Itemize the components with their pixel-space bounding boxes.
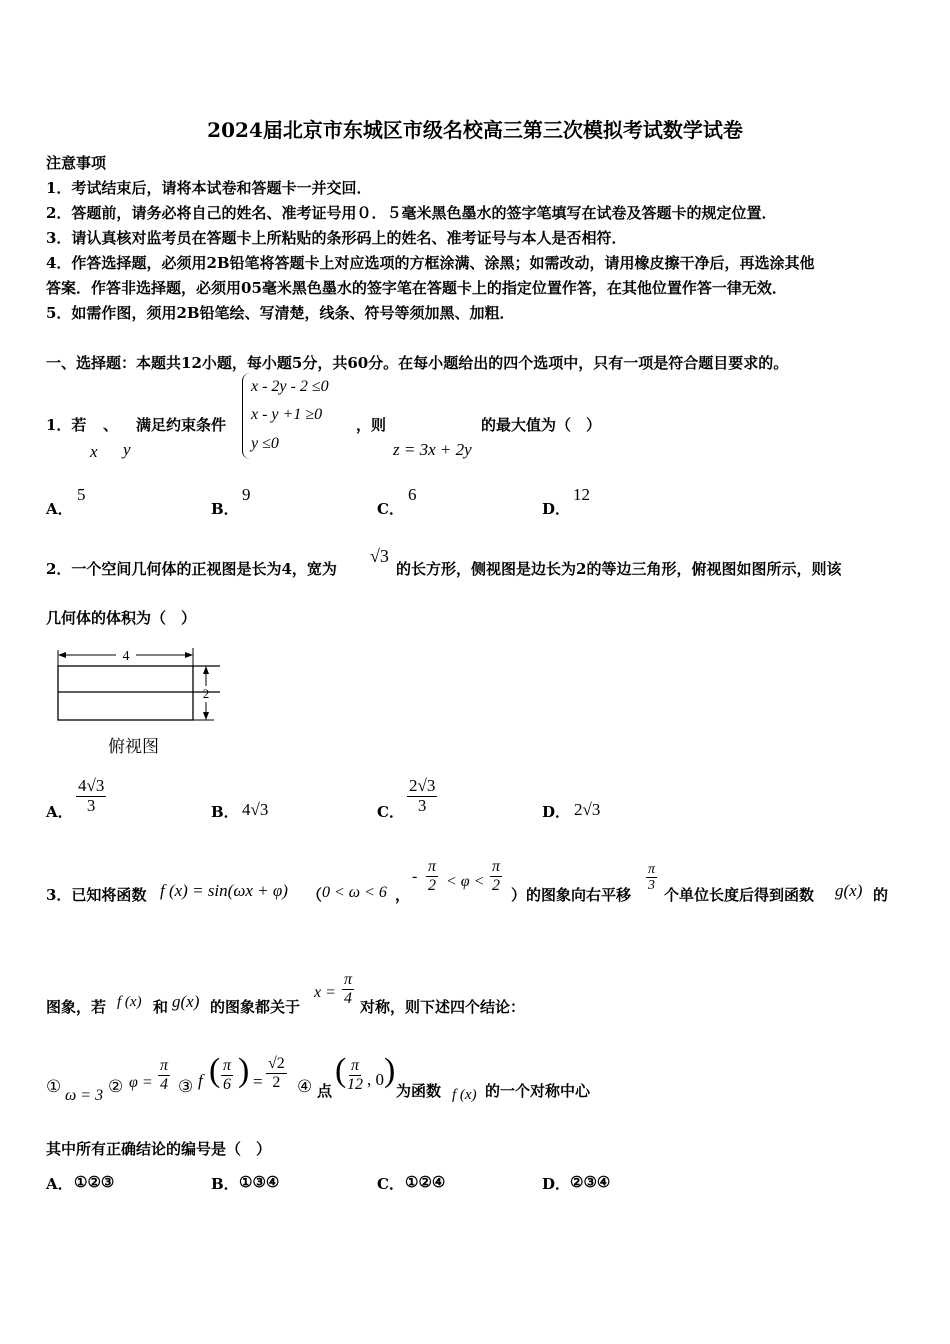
notice-item: 1．考试结束后，请将本试卷和答题卡一并交回． — [46, 179, 372, 197]
q3-option-c-value: ①②④ — [405, 1173, 446, 1191]
q3-c4-point-label: 点 — [317, 1082, 333, 1100]
q2-option-c-value: $\frac{2√3}{3}$ — [409, 776, 436, 815]
q1-text-1: 1．若 — [46, 416, 87, 434]
q2-option-b-label[interactable]: B． — [211, 803, 239, 821]
q3-c4-paren-open: ( — [335, 1052, 347, 1089]
q2-option-c-label[interactable]: C． — [377, 803, 404, 821]
q1-var-x: x — [90, 442, 98, 461]
q3-f-definition: f (x) = sin(ωx + φ) — [160, 881, 288, 900]
q3-text-2: ）的图象向右平移 — [511, 886, 632, 904]
q1-option-a-label[interactable]: A． — [46, 500, 73, 518]
section-heading: 一、选择题：本题共12小题，每小题5分，共60分。在每小题给出的四个选项中，只有一项是符合题目要求的。 — [46, 354, 789, 372]
q3-c3-paren-close: ) — [238, 1052, 250, 1089]
q2-option-a-value: $\frac{4√3}{3}$ — [78, 776, 105, 815]
q3-c3-paren-open: ( — [209, 1052, 221, 1089]
q3-c4-marker: ④ — [297, 1077, 313, 1097]
q3-minus-sign: - — [412, 868, 418, 885]
q3-option-b-label[interactable]: B． — [211, 1175, 239, 1193]
q1-text-3: 满足约束条件 — [136, 416, 227, 434]
page-title: 2024届北京市东城区市级名校高三第三次模拟考试数学试卷 — [207, 118, 743, 142]
q3-c3-f: f — [198, 1071, 203, 1090]
q3-option-a-label[interactable]: A． — [46, 1175, 73, 1193]
q3-c1-marker: ① — [46, 1077, 62, 1097]
q3-c2-expr: φ = — [129, 1074, 153, 1091]
q1-option-b-value: 9 — [242, 485, 251, 504]
q3-f-of-x: f (x) — [117, 994, 142, 1010]
q2-option-a-label[interactable]: A． — [46, 803, 73, 821]
q3-option-a-value: ①②③ — [74, 1173, 115, 1191]
q3-shift-fraction: $\frac{\pi}{3}$ — [648, 862, 656, 894]
notice-item: 2．答题前，请务必将自己的姓名、准考证号用０．５毫米黑色墨水的签字笔填写在试卷及答题卡的规定位置． — [46, 204, 777, 222]
q2-option-d-value: 2√3 — [574, 800, 601, 819]
q3-c3-eq: = — [253, 1072, 263, 1091]
q3-c3-fraction: $\frac{\pi}{6}$ — [223, 1057, 232, 1093]
constraint-line: y ≤0 — [251, 435, 279, 452]
q3-c4-fraction: $\frac{\pi}{12}$ — [347, 1057, 363, 1093]
q2-text-1: 2．一个空间几何体的正视图是长为4，宽为 — [46, 560, 337, 578]
constraint-line: x - y +1 ≥0 — [251, 406, 323, 423]
q3-c2-fraction: $\frac{\pi}{4}$ — [160, 1057, 169, 1093]
q1-objective: z = 3x + 2y — [393, 440, 472, 459]
q3-cond-open: （ — [307, 886, 323, 904]
q3-c4-f-of-x: f (x) — [452, 1087, 477, 1103]
q1-text-5: 的最大值为（ ） — [481, 416, 602, 434]
q3-line2-c: 的图象都关于 — [210, 998, 301, 1016]
q3-omega-range: 0 < ω < 6 — [322, 884, 387, 901]
q3-x-equals: x = — [314, 984, 336, 1001]
q3-phi-lower: $\frac{\pi}{2}$ — [428, 858, 437, 894]
q3-phi-upper: $\frac{\pi}{2}$ — [492, 858, 501, 894]
q3-cond-comma: ， — [395, 886, 411, 904]
q3-text-3: 个单位长度后得到函数 — [664, 886, 815, 904]
q1-text-4: ，则 — [356, 416, 387, 434]
q1-var-y: y — [123, 440, 131, 459]
q3-option-d-label[interactable]: D． — [542, 1175, 571, 1193]
q3-c4-text: 为函数 — [396, 1082, 442, 1100]
q1-option-d-value: 12 — [573, 485, 590, 504]
q2-option-b-value: 4√3 — [242, 800, 269, 819]
q2-option-d-label[interactable]: D． — [542, 803, 571, 821]
q3-phi-mid: < φ < — [446, 873, 485, 890]
q2-text-2: 的长方形，侧视图是边长为2的等边三角形，俯视图如图所示，则该 — [396, 560, 842, 578]
q1-option-d-label[interactable]: D． — [542, 500, 571, 518]
q1-option-b-label[interactable]: B． — [211, 500, 239, 518]
top-view-figure — [48, 644, 228, 726]
q1-option-a-value: 5 — [77, 485, 86, 504]
q3-c4-paren-close: ) — [384, 1052, 396, 1089]
notice-item: 3．请认真核对监考员在答题卡上所粘贴的条形码上的姓名、准考证号与本人是否相符． — [46, 229, 627, 247]
q3-ask: 其中所有正确结论的编号是（ ） — [46, 1140, 272, 1158]
q3-line2-d: 对称，则下述四个结论： — [360, 998, 526, 1016]
q3-c4-zero: , 0 — [367, 1070, 384, 1089]
q2-sqrt3: √3 — [370, 546, 389, 566]
constraint-line: x - 2y - 2 ≤0 — [251, 378, 329, 395]
q3-text-1: 3．已知将函数 — [46, 886, 147, 904]
q3-c1-expr: ω = 3 — [65, 1087, 104, 1104]
q3-c3-result: $\frac{√2}{2}$ — [268, 1055, 285, 1091]
q1-option-c-value: 6 — [408, 485, 417, 504]
q3-line2-b: 和 — [153, 998, 169, 1016]
notice-heading: 注意事项 — [46, 154, 107, 172]
q3-c4-text-2: 的一个对称中心 — [485, 1082, 591, 1100]
notice-item: 4．作答选择题，必须用2B铅笔将答题卡上对应选项的方框涂满、涂黑；如需改动，请用橡皮擦干净后，再选涂其他 — [46, 254, 815, 272]
q3-option-b-value: ①③④ — [239, 1173, 280, 1191]
figure-height-label: 2 — [202, 686, 210, 701]
q3-c2-marker: ② — [108, 1077, 124, 1097]
notice-item: 答案．作答非选择题，必须用05毫米黑色墨水的签字笔在答题卡上的指定位置作答，在其他位置作答一律无效． — [46, 279, 787, 297]
q2-text-line2: 几何体的体积为（ ） — [46, 609, 197, 627]
q3-text-4: 的 — [873, 886, 889, 904]
q3-option-d-value: ②③④ — [570, 1173, 611, 1191]
q3-sym-fraction: $\frac{\pi}{4}$ — [344, 971, 353, 1007]
q3-c3-marker: ③ — [178, 1077, 194, 1097]
figure-caption: 俯视图 — [108, 737, 159, 757]
q3-g-of-x: g(x) — [835, 881, 863, 900]
q3-option-c-label[interactable]: C． — [377, 1175, 404, 1193]
notice-item: 5．如需作图，须用2B铅笔绘、写清楚，线条、符号等须加黑、加粗． — [46, 304, 515, 322]
q1-option-c-label[interactable]: C． — [377, 500, 404, 518]
q1-text-2: 、 — [103, 416, 119, 434]
q3-line2-a: 图象，若 — [46, 998, 107, 1016]
q3-g-of-x-2: g(x) — [172, 992, 200, 1011]
figure-width-label: 4 — [122, 649, 130, 664]
